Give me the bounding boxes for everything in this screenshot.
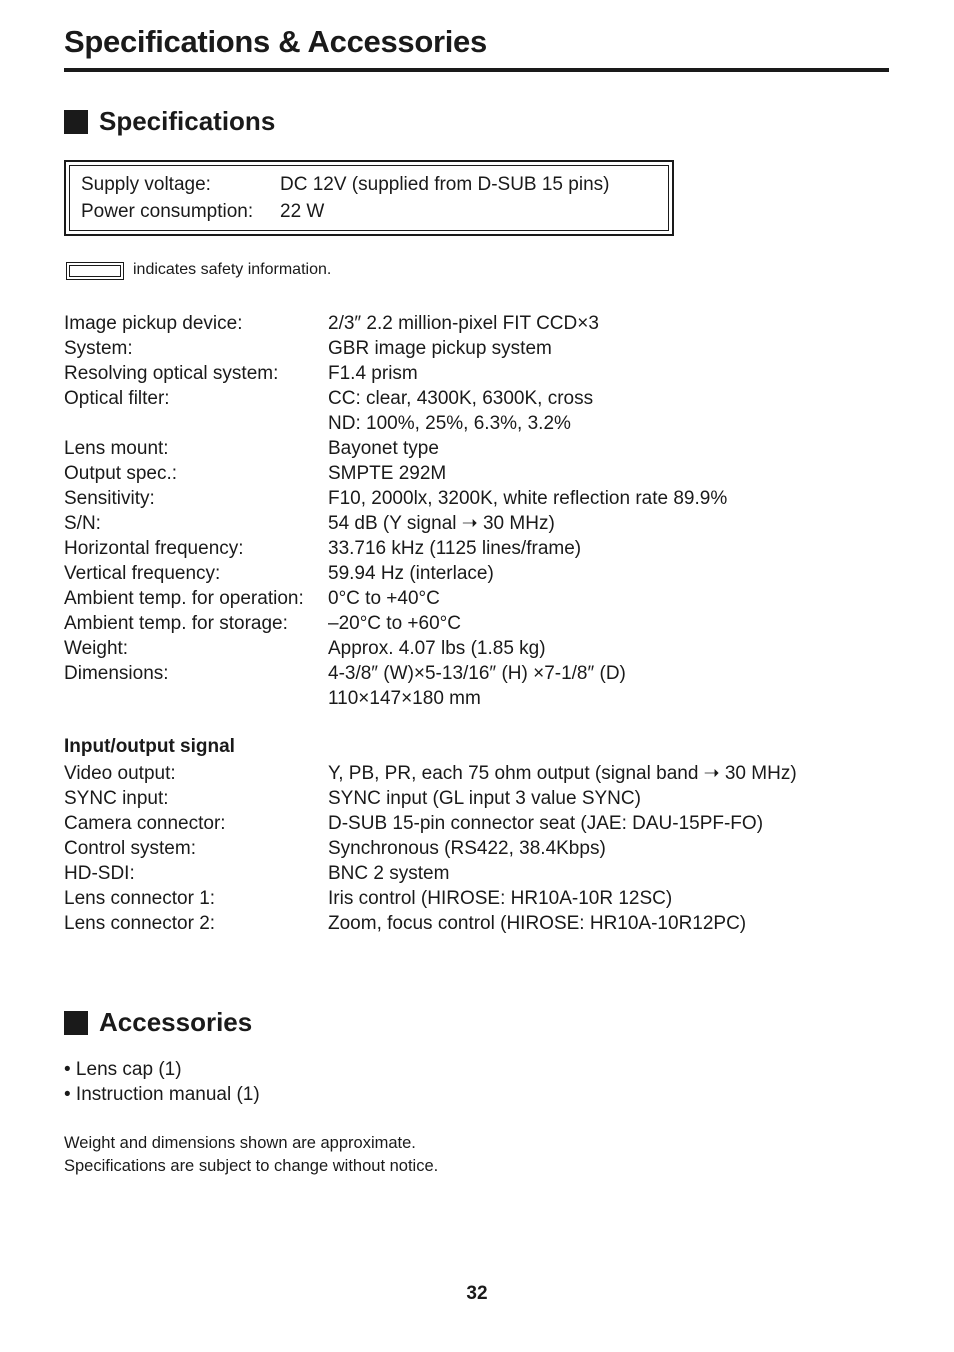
page-title: Specifications & Accessories: [64, 24, 487, 59]
spec-row: [64, 586, 894, 611]
spec-value: ND: 100%, 25%, 6.3%, 3.2%: [328, 413, 571, 434]
spec-list: [64, 311, 894, 711]
spec-value: SMPTE 292M: [328, 463, 447, 484]
spec-label: Weight:: [64, 638, 129, 659]
spec-label: Ambient temp. for operation:: [64, 588, 304, 609]
spec-label: Vertical frequency:: [64, 563, 221, 584]
spec-label: Output spec.:: [64, 463, 178, 484]
note-line: Specifications are subject to change without notice.: [64, 1157, 439, 1175]
spec-row: [64, 536, 894, 561]
spec-row: [64, 386, 894, 411]
spec-row: [64, 436, 894, 461]
specifications-heading: [64, 106, 275, 137]
spec-value: 110×147×180 mm: [328, 688, 481, 709]
io-row: [64, 836, 894, 861]
io-row: [64, 886, 894, 911]
io-label: Lens connector 2:: [64, 913, 216, 934]
safety-row-supply-value: DC 12V (supplied from D-SUB 15 pins): [280, 174, 610, 195]
spec-label: Optical filter:: [64, 388, 170, 409]
io-row: [64, 911, 894, 936]
spec-row: [64, 311, 894, 336]
page-number: 32: [466, 1283, 488, 1304]
spec-row: [64, 336, 894, 361]
safety-row-power-value: 22 W: [280, 201, 325, 222]
io-row: [64, 811, 894, 836]
spec-label: Dimensions:: [64, 663, 169, 684]
list-item: • Instruction manual (1): [64, 1084, 260, 1105]
spec-value: 54 dB (Y signal ➝ 30 MHz): [328, 513, 555, 534]
safety-legend-box-icon: [66, 262, 124, 280]
spec-value: 59.94 Hz (interlace): [328, 563, 494, 584]
spec-label: Lens mount:: [64, 438, 169, 459]
spec-label: Resolving optical system:: [64, 363, 279, 384]
spec-row: [64, 486, 894, 511]
spec-row: [64, 511, 894, 536]
spec-row: [64, 611, 894, 636]
io-value: Iris control (HIROSE: HR10A-10R 12SC): [328, 888, 673, 909]
io-value: D-SUB 15-pin connector seat (JAE: DAU-15PF-FO): [328, 813, 764, 834]
spec-value: GBR image pickup system: [328, 338, 552, 359]
io-row: [64, 761, 894, 786]
title-rule: [64, 68, 889, 72]
io-label: Video output:: [64, 763, 176, 784]
accessories-list: [64, 1057, 260, 1107]
io-value: Synchronous (RS422, 38.4Kbps): [328, 838, 606, 859]
io-label: Lens connector 1:: [64, 888, 216, 909]
spec-value: F10, 2000lx, 3200K, white reflection rate 89.9%: [328, 488, 728, 509]
spec-row: [64, 411, 894, 436]
spec-label: Horizontal frequency:: [64, 538, 244, 559]
spec-value: 2/3″ 2.2 million-pixel FIT CCD×3: [328, 313, 599, 334]
list-item: • Lens cap (1): [64, 1059, 182, 1080]
io-label: SYNC input:: [64, 788, 169, 809]
spec-row: [64, 361, 894, 386]
io-row: [64, 861, 894, 886]
specifications-heading-text: Specifications: [99, 106, 276, 136]
io-list: [64, 761, 894, 936]
io-label: Control system:: [64, 838, 196, 859]
accessories-heading-text: Accessories: [99, 1007, 253, 1037]
spec-label: S/N:: [64, 513, 101, 534]
spec-value: F1.4 prism: [328, 363, 418, 384]
io-value: SYNC input (GL input 3 value SYNC): [328, 788, 641, 809]
note-line: Weight and dimensions shown are approximate.: [64, 1134, 416, 1152]
spec-row: [64, 686, 894, 711]
section-square-icon: [64, 110, 88, 134]
spec-label: Sensitivity:: [64, 488, 155, 509]
io-signal-heading: Input/output signal: [64, 736, 235, 757]
safety-legend-box-inner: [69, 265, 121, 277]
spec-row: [64, 661, 894, 686]
section-square-icon: [64, 1011, 88, 1035]
safety-legend-text: indicates safety information.: [133, 261, 332, 278]
spec-row: [64, 636, 894, 661]
safety-row-supply-label: Supply voltage:: [81, 174, 211, 195]
spec-row: [64, 561, 894, 586]
io-value: Zoom, focus control (HIROSE: HR10A-10R12PC): [328, 913, 747, 934]
spec-value: 0°C to +40°C: [328, 588, 440, 609]
spec-value: CC: clear, 4300K, 6300K, cross: [328, 388, 594, 409]
spec-row: [64, 461, 894, 486]
io-row: [64, 786, 894, 811]
io-label: Camera connector:: [64, 813, 226, 834]
spec-value: –20°C to +60°C: [328, 613, 461, 634]
accessories-heading: [64, 1007, 252, 1038]
safety-row-power-label: Power consumption:: [81, 201, 254, 222]
notes: [64, 1132, 438, 1178]
spec-value: Bayonet type: [328, 438, 439, 459]
spec-label: Ambient temp. for storage:: [64, 613, 288, 634]
spec-value: Approx. 4.07 lbs (1.85 kg): [328, 638, 546, 659]
spec-label: System:: [64, 338, 133, 359]
io-label: HD-SDI:: [64, 863, 135, 884]
spec-value: 4-3/8″ (W)×5-13/16″ (H) ×7-1/8″ (D): [328, 663, 626, 684]
spec-value: 33.716 kHz (1125 lines/frame): [328, 538, 582, 559]
io-value: Y, PB, PR, each 75 ohm output (signal band ➝ 30 MHz): [328, 763, 797, 784]
spec-label: Image pickup device:: [64, 313, 243, 334]
io-value: BNC 2 system: [328, 863, 450, 884]
